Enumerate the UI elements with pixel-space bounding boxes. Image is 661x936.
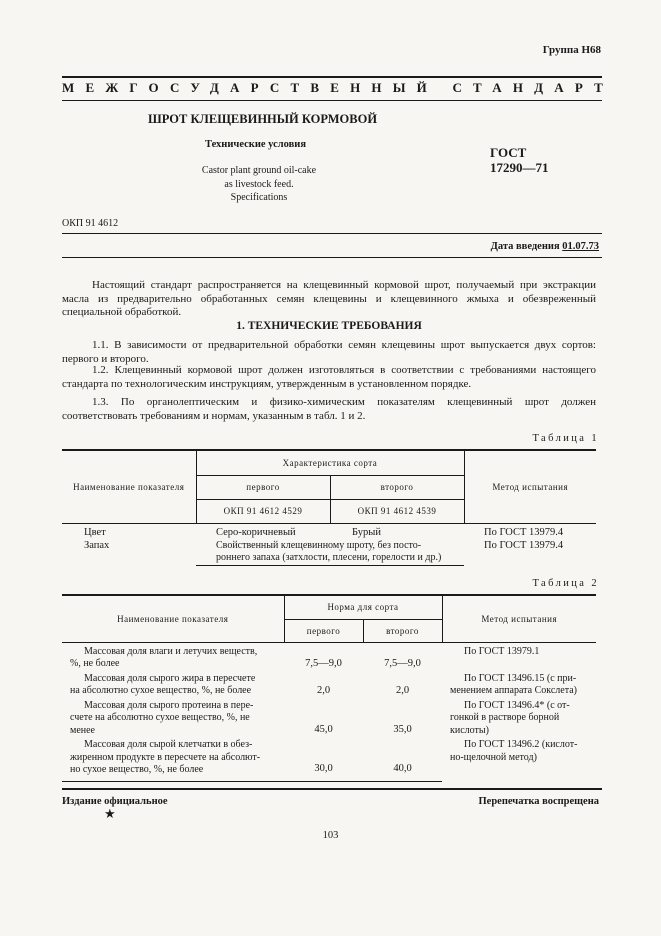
table-row [62,698,596,738]
table-cell: 45,0 [314,723,333,735]
cell-line: По ГОСТ 13496.2 (кислот- [464,739,578,750]
document-title: ШРОТ КЛЕЩЕВИННЫЙ КОРМОВОЙ [148,112,378,126]
gost-designation [490,145,549,175]
merged-line: роннего запаха (затхлости, плесени, горелости и др.) [216,552,442,563]
english-title-line: Specifications [230,192,288,203]
cell-line: кислоты) [450,724,489,736]
t1-header-second: второго [330,475,464,499]
english-title-line: Castor plant ground oil-cake [201,165,317,176]
cell-line: на абсолютно сухое вещество, %, не более [70,685,252,696]
t1-header-first: первого [196,475,330,499]
table-2 [62,594,596,782]
table-cell [442,671,596,698]
t2-header-norm: Норма для сорта [284,595,442,619]
t1-header-method: Метод испытания [464,450,596,523]
reprint-note: Перепечатка воспрещена [478,796,599,807]
standard-type: МЕЖГОСУДАРСТВЕННЫЙ СТАНДАРТ [62,80,615,95]
cell-line: Массовая доля сырой клетчатки в обез- [84,739,253,750]
cell-line: менением аппарата Сокслета) [450,685,577,696]
t1-header-okp-first: ОКП 91 4612 4529 [196,499,330,523]
table-cell [442,642,596,671]
table-cell: Серо-коричневый [216,526,296,538]
t2-header-first: первого [284,619,363,642]
gost-label: ГОСТ [490,145,527,160]
table-cell-merged [196,538,464,566]
document-subtitle: Технические условия [205,139,307,150]
effective-date [491,241,599,252]
table-cell: 30,0 [284,737,363,781]
page-number: 103 [322,830,339,841]
table-cell: Цвет [84,526,106,538]
table-cell: 7,5—9,0 [305,657,342,669]
cell-line: Массовая доля сырого протеина в пере- [84,699,254,711]
t1-header-indicator: Наименование показателя [62,450,196,523]
table-cell [442,737,596,781]
table-cell [442,698,596,738]
table-row [62,642,596,671]
table-cell [62,642,284,671]
cell-line: жиренном продукте в пересчете на абсолют- [70,751,261,763]
date-label: Дата введения [490,241,560,252]
top-rule-2 [62,100,602,101]
cell-line: %, не более [70,658,120,669]
t2-header-indicator: Наименование показателя [62,595,284,642]
cell-line: Массовая доля сырого жира в пересчете [84,672,256,684]
table-cell: 35,0 [393,723,412,735]
cell-line: гонкой в растворе борной [450,712,560,723]
table-cell: По ГОСТ 13979.4 [484,539,564,551]
table-1-caption: Таблица 1 [532,433,599,444]
table-cell: 40,0 [363,737,442,781]
table-cell: Бурый [352,526,381,538]
okp-code: ОКП 91 4612 [62,218,119,229]
table-cell: 2,0 [395,684,410,696]
table-row [62,737,596,781]
table-2-caption: Таблица 2 [532,578,599,589]
table-cell: Запах [84,539,110,551]
t2-header-method: Метод испытания [442,595,596,642]
top-rule [62,76,602,78]
cell-line: Массовая доля влаги и летучих веществ, [84,645,258,657]
merged-line: Свойственный клещевинному шроту, без посто- [216,539,422,551]
intro-paragraph: Настоящий стандарт распространяется на клещевинный кормовой шрот, получаемый при экстракции масла из предварительно обработанных семян клещевины и клещевинного жмыха и обезвреженный специальной обработкой. [62,279,596,318]
english-title-line: as livestock feed. [224,178,294,190]
divider [62,257,602,258]
clause-1-1: 1.1. В зависимости от предварительной обработки семян клещевины шрот выпускается двух сортов: первого и второго. [62,339,596,365]
cell-line: По ГОСТ 13496.15 (с при- [464,672,577,684]
cell-line: По ГОСТ 13979.1 [464,645,540,657]
edition-note: Издание официальное [62,796,168,807]
footer-rule [62,788,602,790]
cell-line: но-щелочной метод) [450,751,537,763]
t1-header-okp-second: ОКП 91 4612 4539 [330,499,464,523]
table-row [62,671,596,698]
t2-header-second: второго [363,619,442,642]
cell-line: но сухое вещество, %, не более [70,764,204,775]
table-cell: 7,5—9,0 [384,657,421,669]
cell-line: счете на абсолютно сухое вещество, %, не [70,712,250,723]
table-cell [62,698,284,738]
cell-line: менее [70,724,95,736]
star-icon: ★ [104,806,116,821]
section-title: 1. ТЕХНИЧЕСКИЕ ТРЕБОВАНИЯ [236,320,422,332]
table-cell [62,737,284,781]
table-cell [62,671,284,698]
cell-line: По ГОСТ 13496.4* (с от- [464,699,570,711]
english-title [178,164,340,205]
table-cell: По ГОСТ 13979.4 [484,526,564,538]
clause-1-3: 1.3. По органолептическим и физико-химическим показателям клещевинный шрот должен соответствовать требованиям и нормам, указанным в табл. 1 и 2. [62,396,596,422]
divider [62,233,602,234]
date-value: 01.07.73 [562,241,599,252]
group-code: Группа Н68 [542,44,601,56]
gost-number: 17290—71 [490,160,549,175]
t1-header-grade-char: Характеристика сорта [196,450,464,475]
table-1 [62,449,596,566]
clause-1-2: 1.2. Клещевинный кормовой шрот должен изготовляться в соответствии с требованиями настоящего стандарта по технологическим инструкциям, утвержденным в установленном порядке. [62,364,596,390]
table-cell: 2,0 [316,684,331,696]
